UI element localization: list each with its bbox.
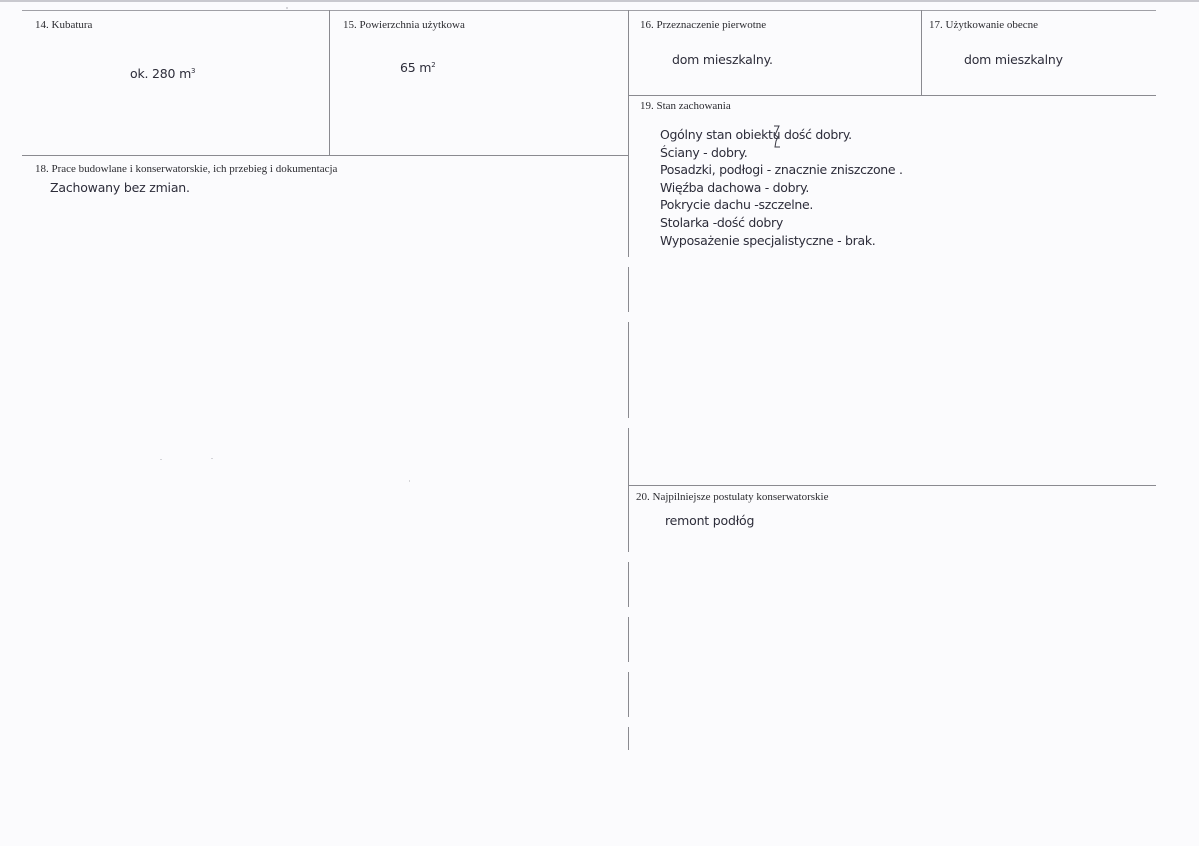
condition-line: Ściany - dobry. <box>660 144 748 160</box>
center-divider-seg-7 <box>628 727 629 750</box>
condition-line: Wyposażenie specjalistyczne - brak. <box>660 232 876 248</box>
center-divider-seg-4 <box>628 562 629 607</box>
field-16-value: dom mieszkalny. <box>672 52 773 67</box>
field-14-value-text: ok. 280 m <box>130 66 192 81</box>
field-15-label: 15. Powierzchnia użytkowa <box>343 19 465 31</box>
field-18-value: Zachowany bez zmian. <box>50 180 190 195</box>
divider-14-15 <box>329 10 330 156</box>
center-divider-seg-3 <box>628 428 629 552</box>
field-20-label: 20. Najpilniejsze postulaty konserwatorskie <box>636 491 829 503</box>
condition-line: Pokrycie dachu -szczelne. <box>660 197 814 213</box>
field-18-label: 18. Prace budowlane i konserwatorskie, ich przebieg i dokumentacja <box>35 163 338 175</box>
center-divider-seg-5 <box>628 617 629 662</box>
center-divider-top <box>628 10 629 257</box>
field-16-label: 16. Przeznaczenie pierwotne <box>640 19 767 31</box>
condition-line: Stolarka -dość dobry <box>660 214 783 230</box>
field-15-value-text: 65 m <box>400 60 432 75</box>
field-15-value <box>400 60 436 75</box>
paper-speck <box>409 480 410 482</box>
condition-line: Posadzki, podłogi - znacznie zniszczone . <box>660 162 903 178</box>
rule-under-16-17 <box>628 95 1156 96</box>
center-divider-seg-2 <box>628 322 629 418</box>
condition-line: Ogólny stan obiektu dość dobry. <box>660 127 852 142</box>
rule-above-18 <box>22 155 628 156</box>
field-14-unit-exponent: 3 <box>191 66 196 75</box>
field-19-label: 19. Stan zachowania <box>640 100 731 112</box>
paper-speck <box>160 459 162 460</box>
center-divider-seg-1 <box>628 267 629 312</box>
field-15-unit-exponent: 2 <box>431 60 436 69</box>
condition-line: Więźba dachowa - dobry. <box>660 179 810 195</box>
field-17-value: dom mieszkalny <box>964 52 1063 67</box>
field-17-label: 17. Użytkowanie obecne <box>929 19 1039 31</box>
paper-speck <box>286 7 288 9</box>
handwritten-bracket-mark <box>771 123 783 159</box>
top-rule <box>22 10 1156 11</box>
center-divider-seg-6 <box>628 672 629 717</box>
field-14-value <box>130 66 195 81</box>
divider-16-17 <box>921 10 922 96</box>
rule-above-20 <box>628 485 1156 486</box>
field-20-value: remont podłóg <box>665 513 755 528</box>
field-14-label: 14. Kubatura <box>35 19 93 31</box>
paper-speck <box>211 458 213 459</box>
